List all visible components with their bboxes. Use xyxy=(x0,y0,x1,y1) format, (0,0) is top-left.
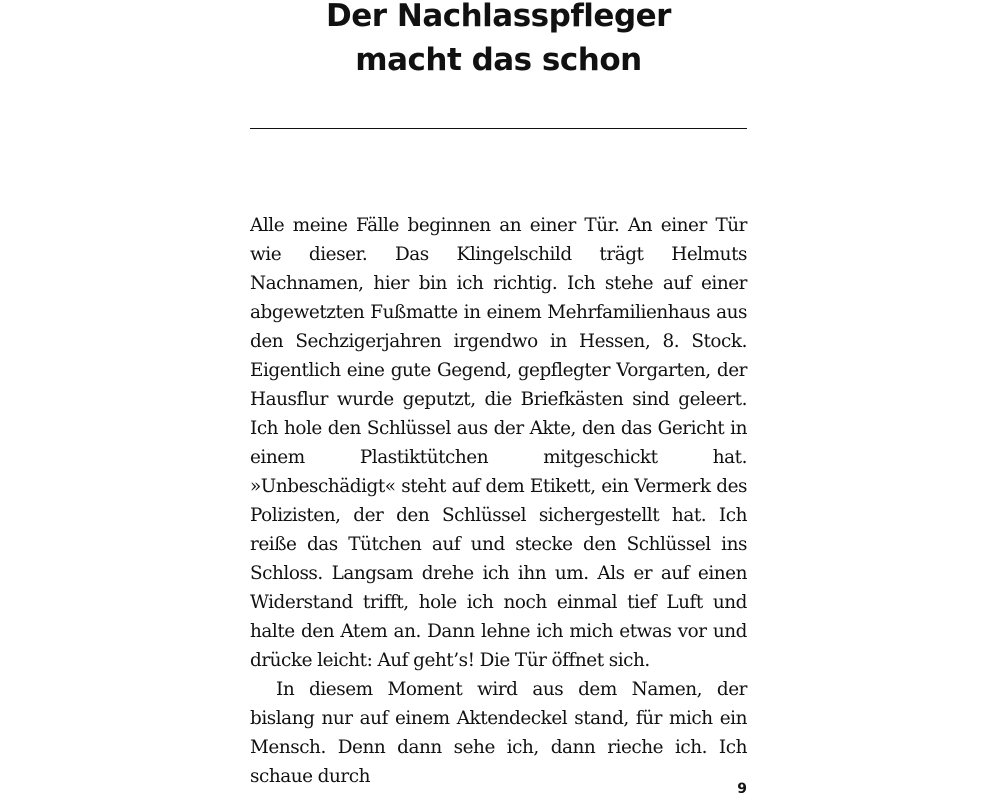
paragraph-2: In diesem Moment wird aus dem Namen, der bislang nur auf einem Aktendeckel stand, für mich ein Mensch. Denn dann sehe ich, dann rieche ich. Ich schaue durch xyxy=(250,679,747,787)
chapter-title xyxy=(250,0,747,82)
chapter-title-line-2: macht das schon xyxy=(355,42,642,78)
page-number: 9 xyxy=(737,781,747,797)
paragraph-1: Alle meine Fälle beginnen an einer Tür. An einer Tür wie dieser. Das Klingelschild trägt Helmuts Nachnamen, hier bin ich richtig. Ich stehe auf einer abgewetzten Fußmatte in einem Mehrfamilienhaus aus den Sechzigerjahren irgendwo in Hessen, 8. Stock. Eigentlich eine gute Gegend, gepflegter Vorgarten, der Hausflur wurde geputzt, die Briefkästen sind geleert. Ich hole den Schlüssel aus der Akte, den das Gericht in einem Plastiktütchen mitgeschickt hat. »Unbeschädigt« steht auf dem Etikett, ein Vermerk des Polizisten, der den Schlüssel sichergestellt hat. Ich reiße das Tütchen auf und stecke den Schlüssel ins Schloss. Langsam drehe ich ihn um. Als er auf einen Widerstand trifft, hole ich noch einmal tief Luft und halte den Atem an. Dann lehne ich mich etwas vor und drücke leicht: Auf geht’s! Die Tür öffnet sich. xyxy=(250,215,747,671)
body-text xyxy=(250,211,747,791)
title-divider xyxy=(250,128,747,129)
chapter-title-line-1: Der Nachlasspfleger xyxy=(326,0,671,34)
